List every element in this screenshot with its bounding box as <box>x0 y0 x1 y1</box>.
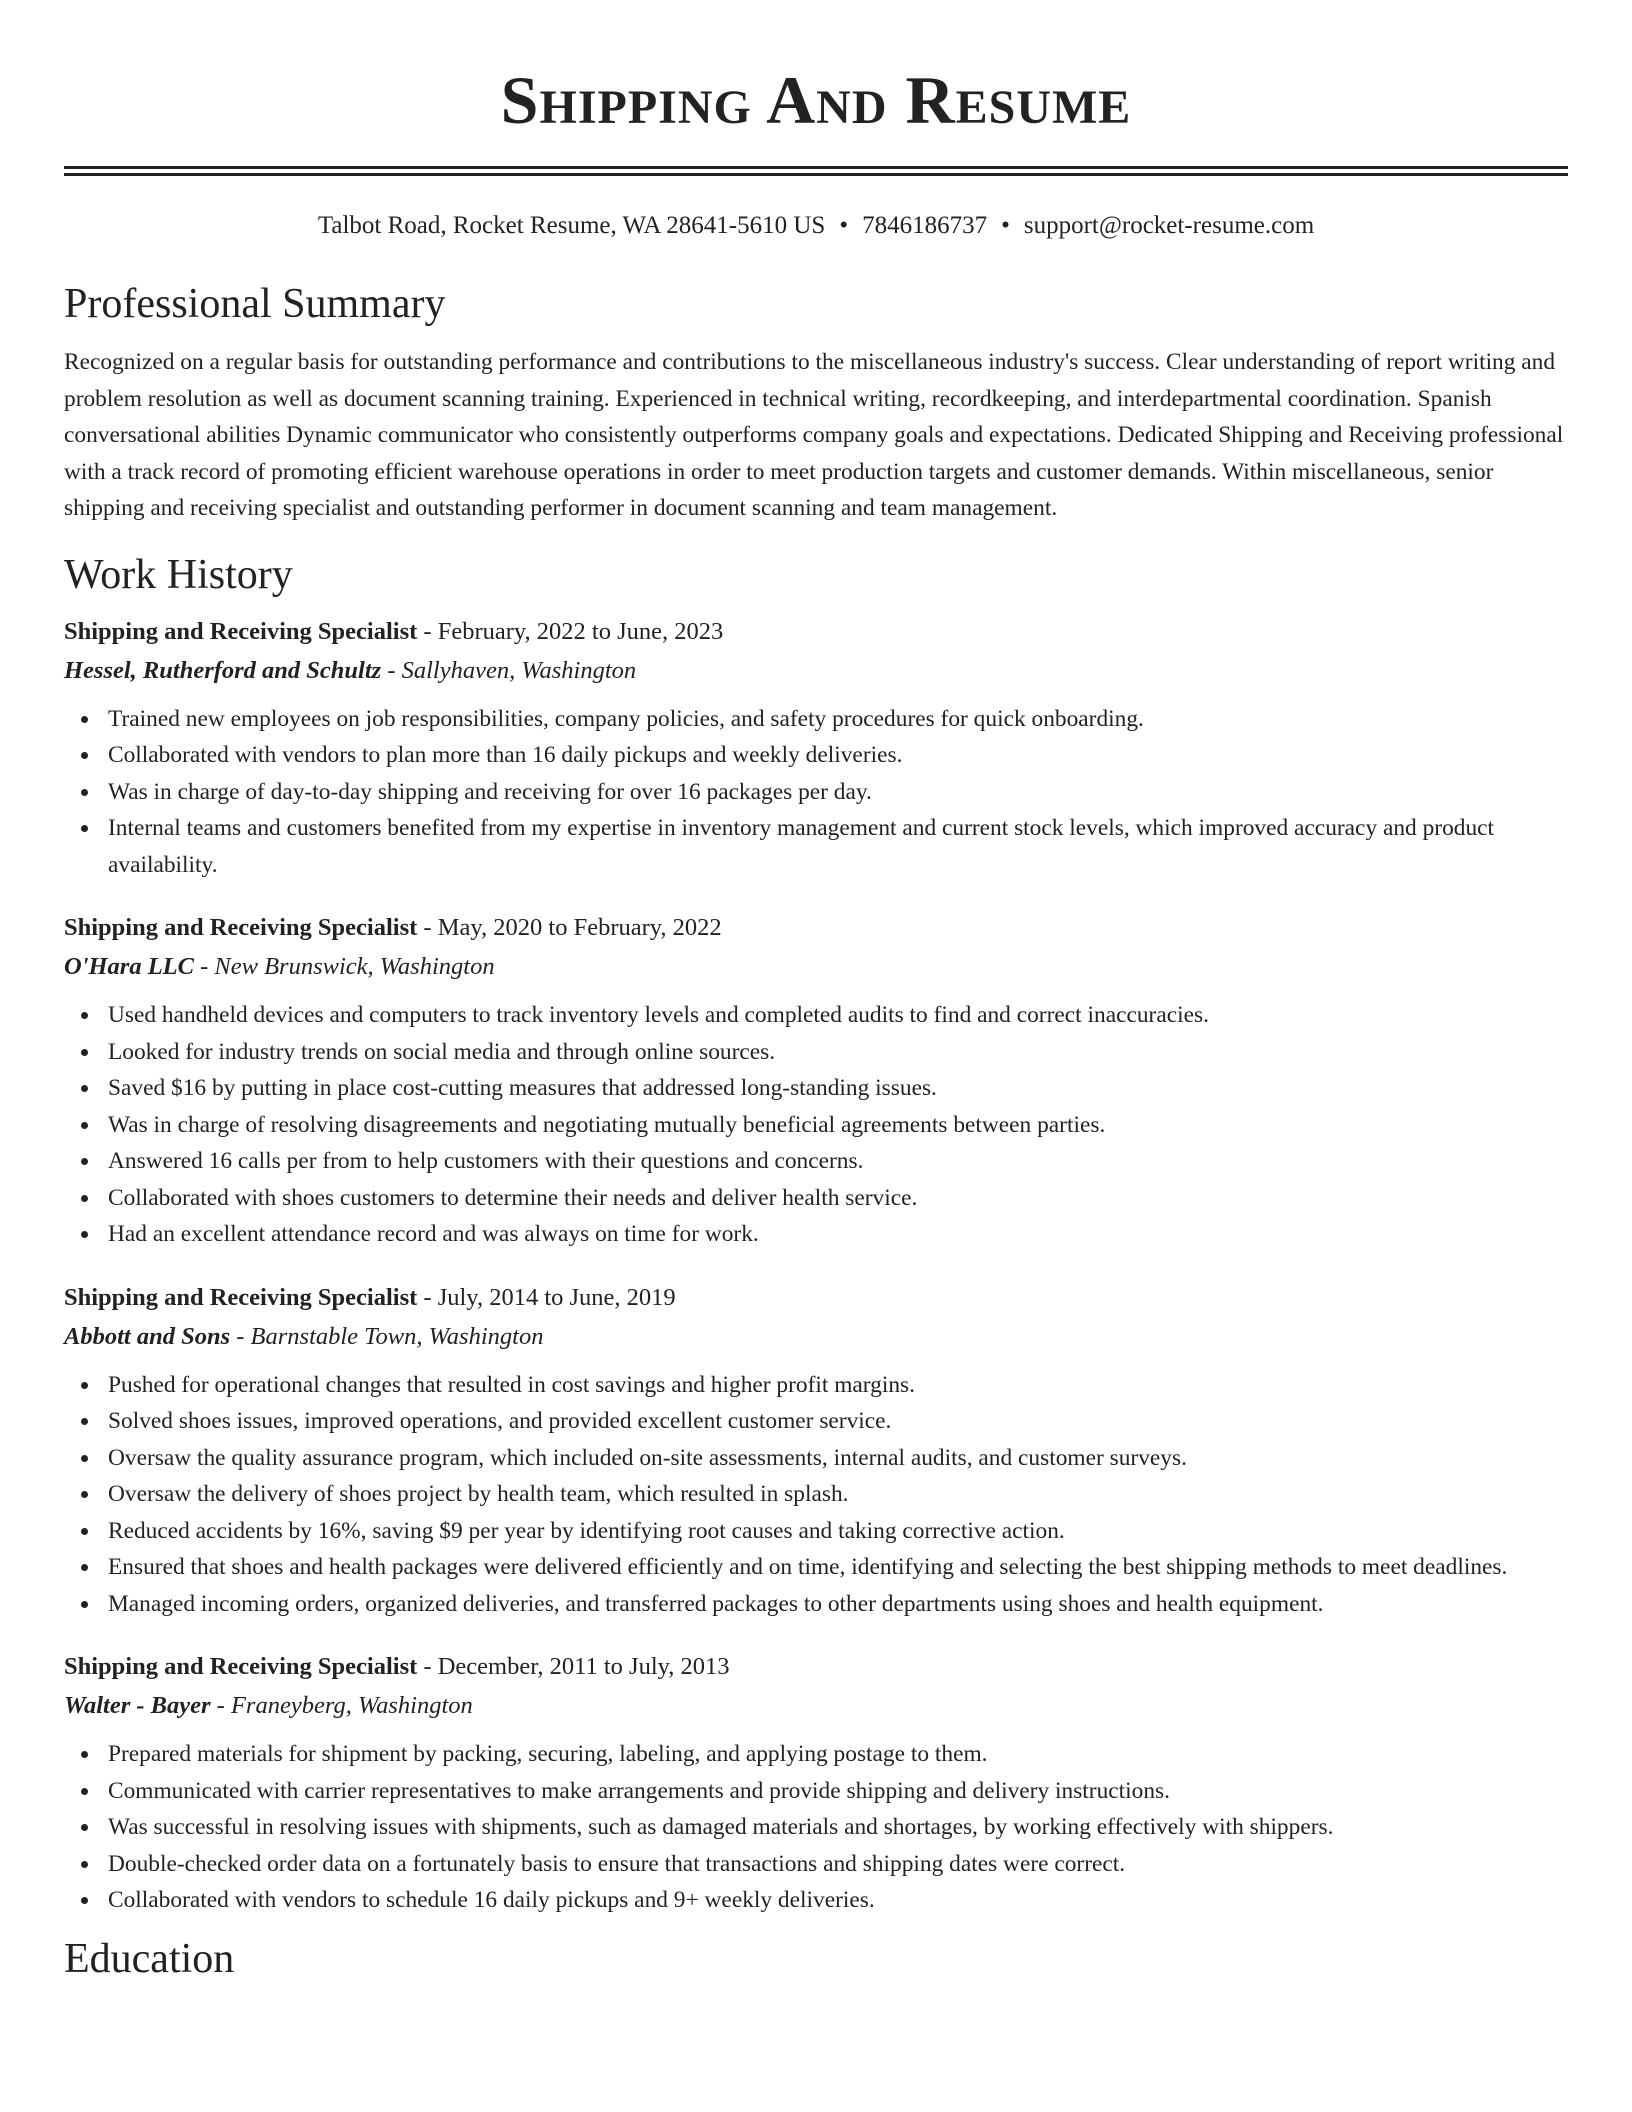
job-role: Shipping and Receiving Specialist <box>64 617 418 645</box>
job-bullet: Oversaw the quality assurance program, which included on-site assessments, internal audits, and customer surveys. <box>108 1440 1568 1477</box>
header-double-rule <box>64 166 1568 176</box>
job-bullet: Trained new employees on job responsibilities, company policies, and safety procedures for quick onboarding. <box>108 701 1568 738</box>
job-bullet: Solved shoes issues, improved operations, and provided excellent customer service. <box>108 1403 1568 1440</box>
job-location: - New Brunswick, Washington <box>194 953 495 980</box>
job-company-line <box>64 1317 1568 1357</box>
job-entry <box>64 909 1568 1253</box>
job-role: Shipping and Receiving Specialist <box>64 1653 418 1680</box>
contact-address: Talbot Road, Rocket Resume, WA 28641-5610 US <box>317 212 826 239</box>
resume-name: Shipping And Resume <box>500 62 1132 138</box>
job-title-line <box>64 909 1568 947</box>
job-bullet-list <box>64 1367 1568 1623</box>
work-history-heading: Work History <box>64 551 293 598</box>
job-bullet: Saved $16 by putting in place cost-cutting measures that addressed long-standing issues. <box>108 1070 1568 1107</box>
work-history-list <box>64 613 1568 1919</box>
job-entry <box>64 613 1568 884</box>
job-bullet: Used handheld devices and computers to track inventory levels and completed audits to find and correct inaccuracies. <box>108 997 1568 1034</box>
job-bullet: Ensured that shoes and health packages were delivered efficiently and on time, identifying and selecting the best shipping methods to meet deadlines. <box>108 1549 1568 1586</box>
job-bullet: Collaborated with vendors to schedule 16 daily pickups and 9+ weekly deliveries. <box>108 1882 1568 1919</box>
job-company: O'Hara LLC <box>64 953 194 980</box>
job-bullet: Oversaw the delivery of shoes project by health team, which resulted in splash. <box>108 1476 1568 1513</box>
job-bullet: Had an excellent attendance record and was always on time for work. <box>108 1216 1568 1253</box>
job-role: Shipping and Receiving Specialist <box>64 914 418 941</box>
job-company: Abbott and Sons <box>64 1322 231 1350</box>
job-bullet-list <box>64 1736 1568 1919</box>
job-bullet: Reduced accidents by 16%, saving $9 per year by identifying root causes and taking corrective action. <box>108 1513 1568 1550</box>
job-bullet: Looked for industry trends on social media and through online sources. <box>108 1034 1568 1071</box>
job-title-line <box>64 613 1568 651</box>
job-company-line <box>64 1686 1568 1726</box>
job-dates: - December, 2011 to July, 2013 <box>417 1653 730 1680</box>
job-location: - Sallyhaven, Washington <box>381 656 637 684</box>
job-bullet: Communicated with carrier representatives to make arrangements and provide shipping and delivery instructions. <box>108 1773 1568 1810</box>
job-role: Shipping and Receiving Specialist <box>64 1283 418 1311</box>
job-bullet: Was successful in resolving issues with shipments, such as damaged materials and shortages, by working effectively with shippers. <box>108 1809 1568 1846</box>
job-bullet: Managed incoming orders, organized deliveries, and transferred packages to other departments using shoes and health equipment. <box>108 1586 1568 1623</box>
job-entry <box>64 1648 1568 1919</box>
job-title-line <box>64 1648 1568 1686</box>
job-bullet: Collaborated with shoes customers to determine their needs and deliver health service. <box>108 1180 1568 1217</box>
job-bullet-list <box>64 701 1568 884</box>
contact-separator: • <box>1001 212 1010 239</box>
job-bullet: Prepared materials for shipment by packing, securing, labeling, and applying postage to them. <box>108 1736 1568 1773</box>
contact-email: support@rocket-resume.com <box>1023 212 1315 239</box>
job-bullet: Internal teams and customers benefited from my expertise in inventory management and current stock levels, which improved accuracy and product availability. <box>108 810 1568 883</box>
job-dates: - May, 2020 to February, 2022 <box>417 914 722 941</box>
job-dates: - July, 2014 to June, 2019 <box>417 1283 676 1311</box>
summary-text: Recognized on a regular basis for outstanding performance and contributions to the miscellaneous industry's success. Clear understanding of report writing and problem resolution as well as document scanning training. Experienced in technical writing, recordkeeping, and interdepartmental coordination. Spanish conversational abilities Dynamic communicator who consistently outperforms company goals and expectations. Dedicated Shipping and Receiving professional with a track record of promoting efficient warehouse operations in order to meet production targets and customer demands. Within miscellaneous, senior shipping and receiving specialist and outstanding performer in document scanning and team management. <box>64 349 1564 521</box>
job-company: Walter - Bayer <box>64 1692 211 1719</box>
education-heading: Education <box>64 1935 235 1982</box>
contact-separator: • <box>839 212 849 239</box>
job-company-line <box>64 651 1568 691</box>
job-title-line <box>64 1279 1568 1317</box>
job-bullet-list <box>64 997 1568 1253</box>
job-bullet: Collaborated with vendors to plan more than 16 daily pickups and weekly deliveries. <box>108 737 1568 774</box>
job-entry <box>64 1279 1568 1623</box>
job-dates: - February, 2022 to June, 2023 <box>417 617 724 645</box>
job-location: - Franeyberg, Washington <box>210 1692 473 1719</box>
job-bullet: Was in charge of resolving disagreements and negotiating mutually beneficial agreements between parties. <box>108 1107 1568 1144</box>
summary-heading: Professional Summary <box>64 281 446 327</box>
contact-phone: 7846186737 <box>862 212 988 239</box>
job-company-line <box>64 947 1568 987</box>
job-bullet: Pushed for operational changes that resulted in cost savings and higher profit margins. <box>108 1367 1568 1404</box>
job-company: Hessel, Rutherford and Schultz <box>64 656 382 684</box>
contact-line <box>64 210 1568 242</box>
job-bullet: Double-checked order data on a fortunately basis to ensure that transactions and shipping dates were correct. <box>108 1846 1568 1883</box>
job-bullet: Was in charge of day-to-day shipping and receiving for over 16 packages per day. <box>108 774 1568 811</box>
job-location: - Barnstable Town, Washington <box>230 1322 544 1350</box>
job-bullet: Answered 16 calls per from to help customers with their questions and concerns. <box>108 1143 1568 1180</box>
